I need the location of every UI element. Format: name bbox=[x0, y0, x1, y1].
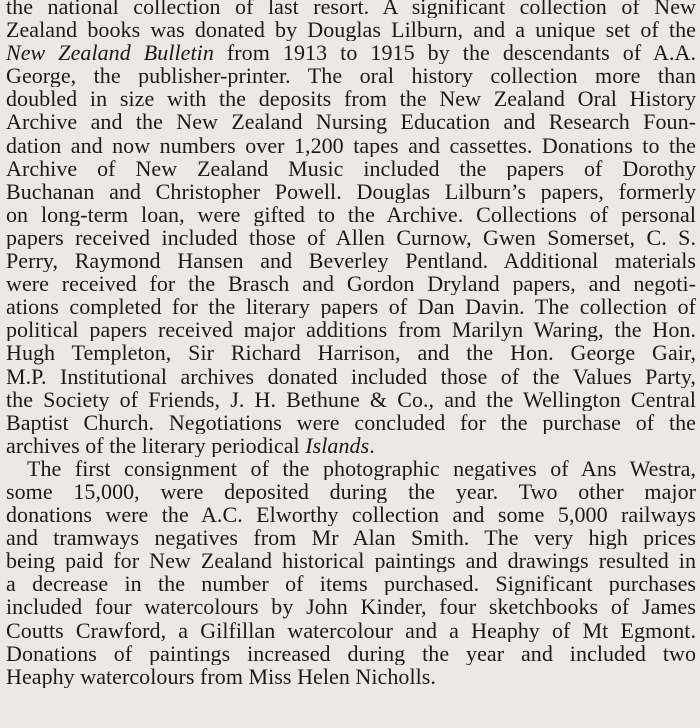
text-line: Baptist Church. Negotiations were concluded for the purchase of the bbox=[6, 410, 696, 434]
text-line: the Society of Friends, J. H. Bethune & Co., and the Wellington Central bbox=[6, 387, 696, 411]
text-line: and tramways negatives from Mr Alan Smith. The very high prices bbox=[6, 526, 696, 550]
text-line: George, the publisher-printer. The oral history collection more than bbox=[6, 64, 696, 88]
text-line: archives of the literary periodical Islands. bbox=[6, 433, 375, 457]
text-line: were received for the Brasch and Gordon Dryland papers, and negoti- bbox=[6, 272, 696, 296]
text-line: M.P. Institutional archives donated included those of the Values Party, bbox=[6, 364, 696, 388]
text-line: the national collection of last resort. A significant collection of New bbox=[6, 0, 696, 19]
text-line: doubled in size with the deposits from the New Zealand Oral History bbox=[6, 87, 696, 111]
text-line: a decrease in the number of items purchased. Significant purchases bbox=[6, 572, 696, 596]
text-line: Hugh Templeton, Sir Richard Harrison, and the Hon. George Gair, bbox=[6, 341, 696, 365]
text-line: Perry, Raymond Hansen and Beverley Pentland. Additional materials bbox=[6, 249, 696, 273]
text-line: dation and now numbers over 1,200 tapes and cassettes. Donations to the bbox=[6, 133, 696, 157]
text-line: political papers received major additions from Marilyn Waring, the Hon. bbox=[6, 318, 696, 342]
text-line: ations completed for the literary papers of Dan Davin. The collection of bbox=[6, 295, 696, 319]
paragraph-photographs-paintings bbox=[6, 457, 696, 688]
text-line: Zealand books was donated by Douglas Lilburn, and a unique set of the bbox=[6, 18, 696, 42]
text-line: papers received included those of Allen Curnow, Gwen Somerset, C. S. bbox=[6, 225, 696, 250]
text-line: on long-term loan, were gifted to the Archive. Collections of personal bbox=[6, 202, 696, 226]
text-line: Buchanan and Christopher Powell. Douglas Lilburn’s papers, formerly bbox=[6, 179, 696, 203]
text-line: Archive and the New Zealand Nursing Education and Research Foun- bbox=[6, 110, 696, 134]
text-line: Heaphy watercolours from Miss Helen Nicholls. bbox=[6, 664, 436, 688]
text-line: New Zealand Bulletin from 1913 to 1915 by the descendants of A.A. bbox=[6, 41, 696, 65]
text-line: included four watercolours by John Kinder, four sketchbooks of James bbox=[6, 595, 696, 619]
text-line: donations were the A.C. Elworthy collection and some 5,000 railways bbox=[6, 503, 696, 527]
text-line: Donations of paintings increased during the year and included two bbox=[6, 641, 696, 665]
text-line: some 15,000, were deposited during the year. Two other major bbox=[6, 479, 696, 504]
text-line: Coutts Crawford, a Gilfillan watercolour and a Heaphy of Mt Egmont. bbox=[6, 618, 696, 642]
text-line: being paid for New Zealand historical paintings and drawings resulted in bbox=[6, 549, 696, 573]
text-line: The first consignment of the photographic negatives of Ans Westra, bbox=[27, 456, 696, 480]
paragraph-collections bbox=[6, 0, 696, 457]
text-line: Archive of New Zealand Music included the papers of Dorothy bbox=[6, 156, 696, 180]
